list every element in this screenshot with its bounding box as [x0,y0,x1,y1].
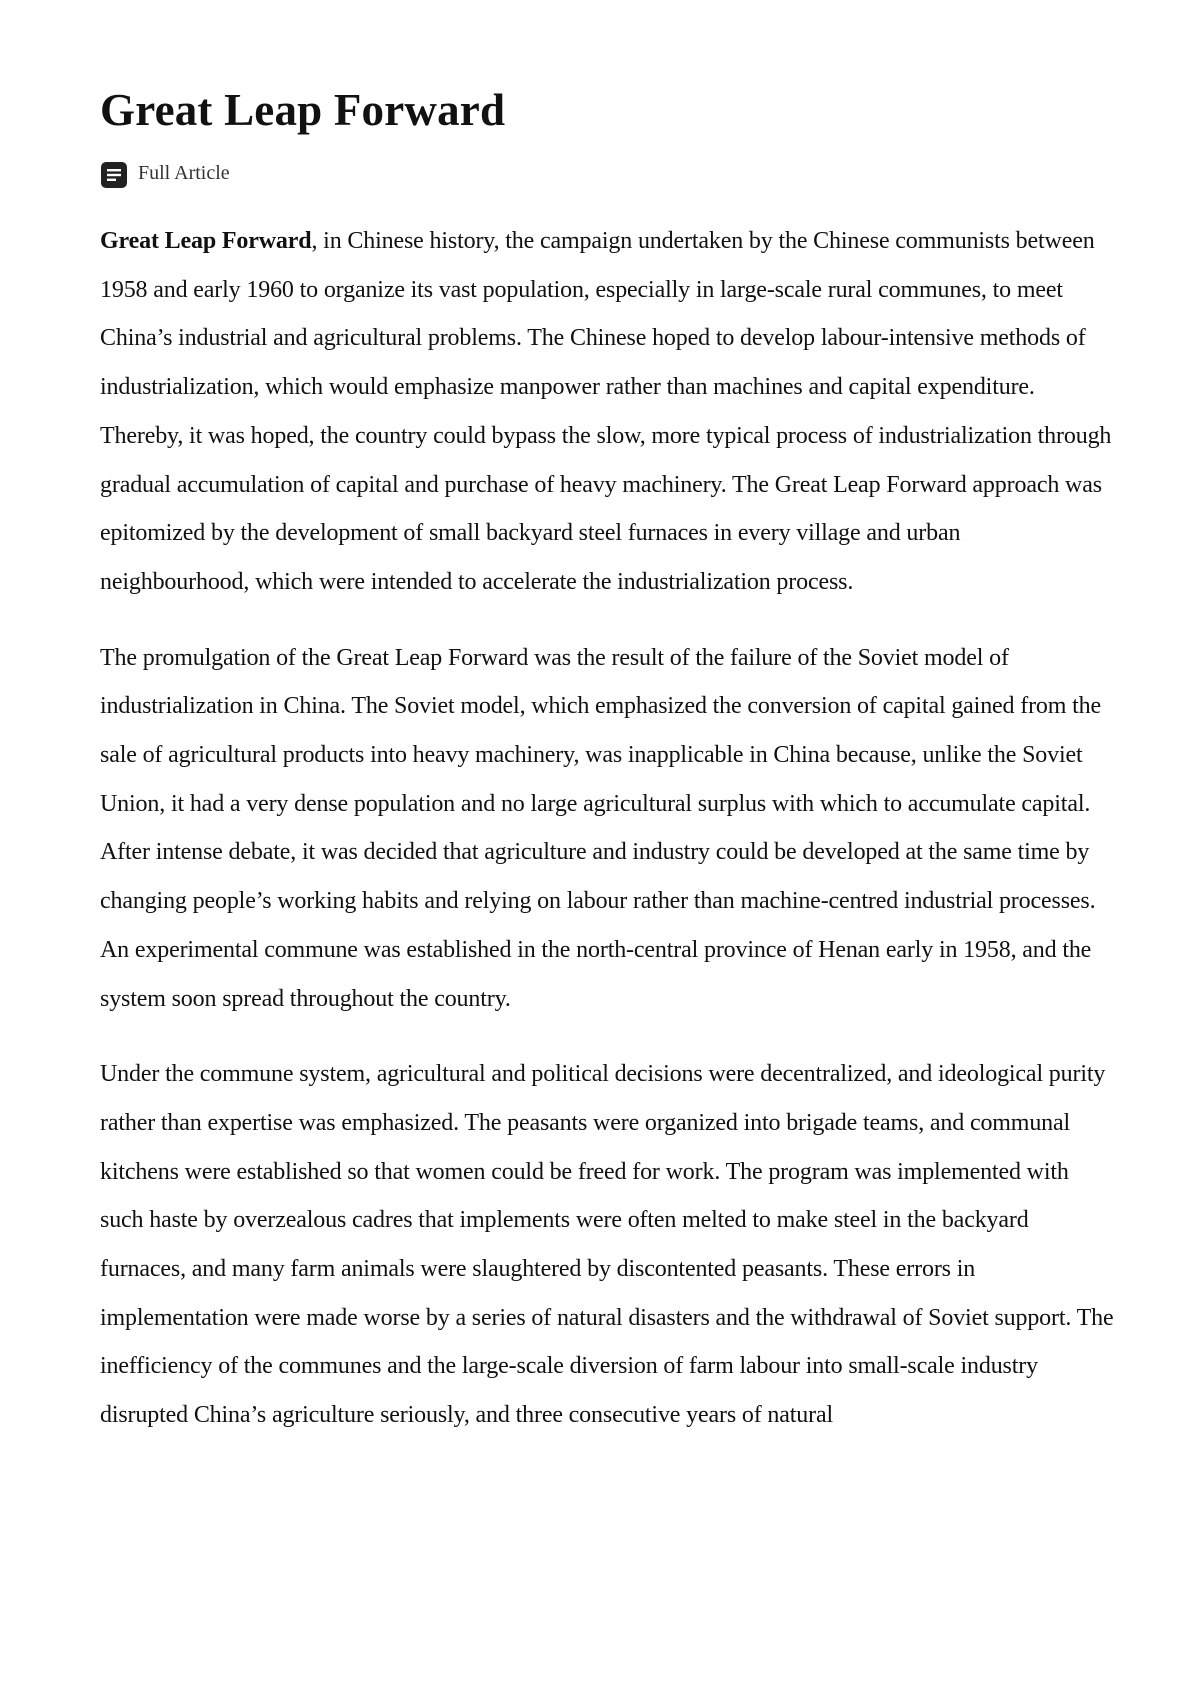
full-article-link[interactable]: Full Article [138,161,230,184]
lead-term: Great Leap Forward [100,228,312,254]
article-meta [100,158,1115,192]
article-paragraph-1 [100,217,1115,607]
paragraph-1-text: , in Chinese history, the campaign undertaken by the Chinese communists between 1958 and early 1960 to organize its vast population, especially in large-scale rural communes, to meet China’s industrial and agricultural problems. The Chinese hoped to develop labour-intensive methods of industrialization, which would emphasize manpower rather than machines and capital expenditure. Thereby, it was hoped, the country could bypass the slow, more typical process of industrialization through gradual accumulation of capital and purchase of heavy machinery. The Great Leap Forward approach was epitomized by the development of small backyard steel furnaces in every village and urban neighbourhood, which were intended to accelerate the industrialization process. [100,228,1112,595]
article-page [100,0,1115,1440]
page-title: Great Leap Forward [100,85,506,135]
document-icon[interactable] [100,161,128,189]
article-paragraph-2: The promulgation of the Great Leap Forward was the result of the failure of the Soviet model of industrialization in China. The Soviet model, which emphasized the conversion of capital gained from the sale of agricultural products into heavy machinery, was inapplicable in China because, unlike the Soviet Union, it had a very dense population and no large agricultural surplus with which to accumulate capital. After intense debate, it was decided that agriculture and industry could be developed at the same time by changing people’s working habits and relying on labour rather than machine-centred industrial processes. An experimental commune was established in the north-central province of Henan early in 1958, and the system soon spread throughout the country. [100,644,1102,1012]
article-paragraph-3: Under the commune system, agricultural and political decisions were decentralized, and ideological purity rather than expertise was emphasized. The peasants were organized into brigade teams, and communal kitchens were established so that women could be freed for work. The program was implemented with such haste by overzealous cadres that implements were often melted to make steel in the backyard furnaces, and many farm animals were slaughtered by discontented peasants. These errors in implementation were made worse by a series of natural disasters and the withdrawal of Soviet support. The inefficiency of the communes and the large-scale diversion of farm labour into small-scale industry disrupted China’s agriculture seriously, and three consecutive years of natural [100,1061,1114,1429]
